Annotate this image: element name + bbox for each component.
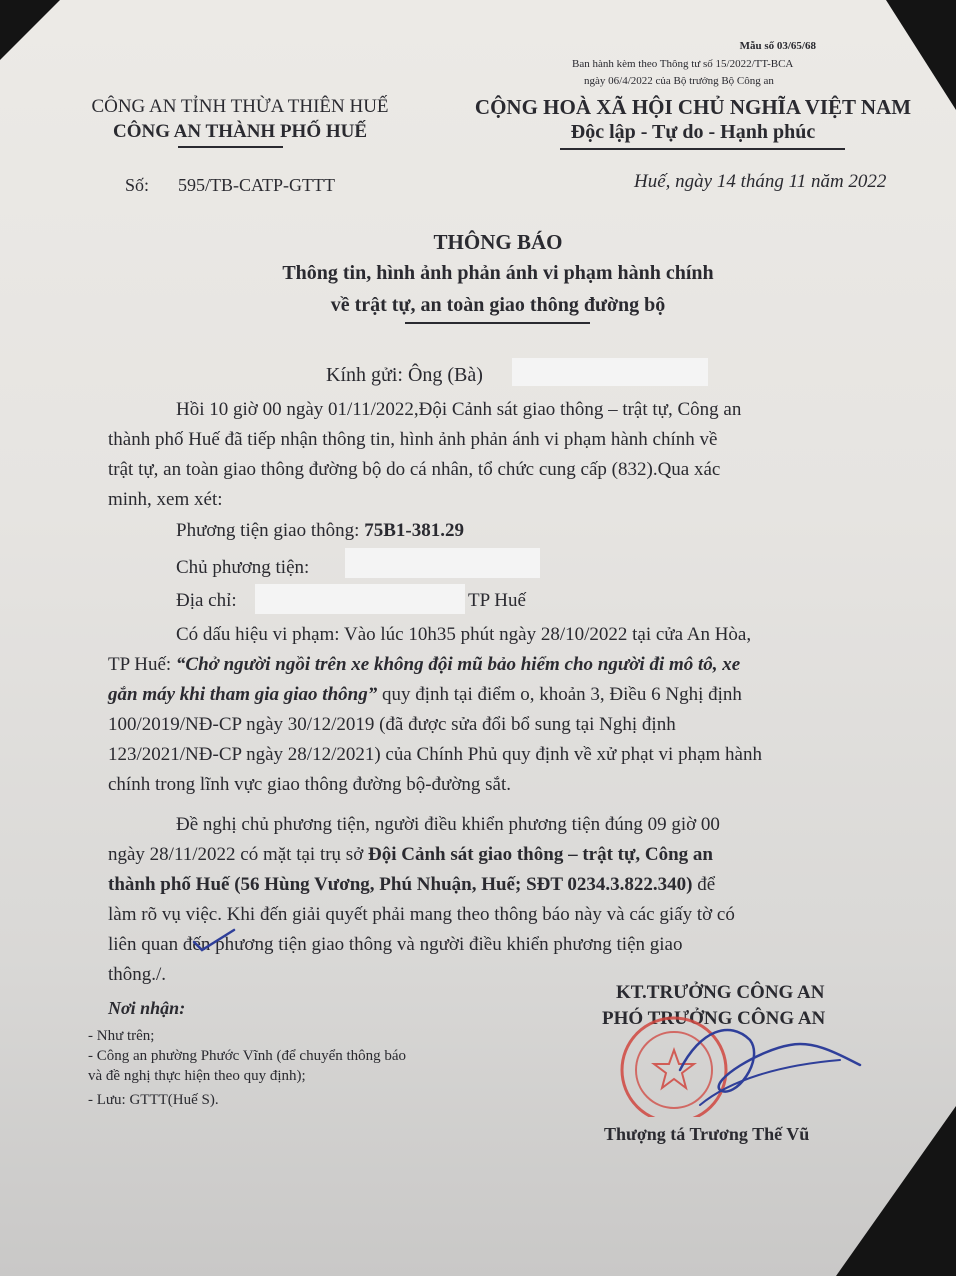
request-line bbox=[108, 874, 715, 896]
signature-title-2: PHÓ TRƯỞNG CÔNG AN bbox=[602, 1008, 826, 1029]
violation-line bbox=[108, 684, 742, 706]
motto-underline bbox=[560, 148, 845, 150]
background-corner bbox=[886, 0, 956, 110]
violation-line-rest: quy định tại điểm o, khoản 3, Điều 6 Nghị định bbox=[377, 684, 742, 705]
place-date: Huế, ngày 14 tháng 11 năm 2022 bbox=[634, 171, 887, 192]
request-line-prefix: ngày 28/11/2022 có mặt tại trụ sở bbox=[108, 844, 368, 865]
nation-motto: Độc lập - Tự do - Hạnh phúc bbox=[570, 121, 816, 143]
check-mark-icon bbox=[190, 928, 238, 954]
agency-underline bbox=[178, 146, 283, 148]
recipient-item: - Công an phường Phước Vĩnh (để chuyển thông báo bbox=[88, 1048, 407, 1064]
nation-title: CỘNG HOÀ XÃ HỘI CHỦ NGHĨA VIỆT NAM bbox=[474, 95, 912, 119]
document-subtitle-1: Thông tin, hình ảnh phản ánh vi phạm hành chính bbox=[282, 262, 714, 284]
violation-line: 123/2021/NĐ-CP ngày 28/12/2021) của Chính Phủ quy định về xử phạt vi phạm hành bbox=[108, 744, 762, 765]
request-line: Đề nghị chủ phương tiện, người điều khiển phương tiện đúng 09 giờ 00 bbox=[176, 814, 720, 835]
request-line: thông./. bbox=[108, 964, 167, 985]
document-subtitle-2: về trật tự, an toàn giao thông đường bộ bbox=[330, 294, 666, 316]
violation-line: Có dấu hiệu vi phạm: Vào lúc 10h35 phút ngày 28/10/2022 tại cửa An Hòa, bbox=[176, 624, 752, 645]
violation-quote: “Chở người ngồi trên xe không đội mũ bảo hiểm cho người đi mô tô, xe bbox=[175, 654, 741, 675]
greeting: Kính gửi: Ông (Bà) bbox=[326, 364, 483, 386]
recipient-item: - Lưu: GTTT(Huế S). bbox=[88, 1092, 219, 1108]
doc-number: 595/TB-CATP-GTTT bbox=[178, 175, 335, 195]
signature-title-1: KT.TRƯỞNG CÔNG AN bbox=[616, 982, 825, 1003]
form-number: Mẫu số 03/65/68 bbox=[739, 40, 816, 52]
violation-line bbox=[108, 654, 740, 676]
form-issued-with: Ban hành kèm theo Thông tư số 15/2022/TT-BCA bbox=[572, 58, 794, 70]
request-line: liên quan đến phương tiện giao thông và người điều khiển phương tiện giao bbox=[108, 934, 683, 955]
request-office: Đội Cảnh sát giao thông – trật tự, Công an bbox=[368, 844, 713, 865]
intro-line: trật tự, an toàn giao thông đường bộ do cá nhân, tổ chức cung cấp (832).Qua xác bbox=[108, 459, 721, 480]
intro-line: Hồi 10 giờ 00 ngày 01/11/2022,Đội Cảnh sát giao thông – trật tự, Công an bbox=[176, 399, 742, 420]
request-line bbox=[108, 844, 713, 866]
background-corner bbox=[0, 0, 60, 60]
form-issued-date: ngày 06/4/2022 của Bộ trưởng Bộ Công an bbox=[584, 75, 774, 87]
recipient-item: - Như trên; bbox=[88, 1028, 155, 1044]
violation-line: 100/2019/NĐ-CP ngày 30/12/2019 (đã được sửa đổi bổ sung tại Nghị định bbox=[108, 714, 676, 735]
owner-label: Chủ phương tiện: bbox=[176, 557, 310, 578]
intro-line: thành phố Huế đã tiếp nhận thông tin, hình ảnh phản ánh vi phạm hành chính về bbox=[108, 429, 718, 450]
signer-name: Thượng tá Trương Thế Vũ bbox=[604, 1124, 810, 1144]
address-label: Địa chỉ: bbox=[176, 590, 237, 611]
subtitle-underline bbox=[405, 322, 590, 324]
violation-line-prefix: TP Huế: bbox=[108, 654, 176, 675]
recipient-item: và đề nghị thực hiện theo quy định); bbox=[88, 1068, 306, 1084]
background-corner bbox=[836, 1106, 956, 1276]
agency-parent: CÔNG AN TỈNH THỪA THIÊN HUẾ bbox=[91, 96, 389, 117]
agency-name: CÔNG AN THÀNH PHỐ HUẾ bbox=[112, 121, 368, 142]
vehicle-label: Phương tiện giao thông: bbox=[176, 520, 365, 541]
redacted-address bbox=[255, 584, 465, 614]
recipients-title: Nơi nhận: bbox=[108, 998, 186, 1018]
document-title: THÔNG BÁO bbox=[433, 230, 563, 254]
redacted-recipient bbox=[512, 358, 708, 386]
vehicle-row bbox=[176, 520, 464, 542]
handwritten-signature-icon bbox=[640, 1010, 865, 1120]
vehicle-plate: 75B1-381.29 bbox=[364, 520, 464, 541]
request-line: làm rõ vụ việc. Khi đến giải quyết phải mang theo thông báo này và các giấy tờ có bbox=[108, 904, 735, 925]
doc-number-label: Số: bbox=[125, 175, 150, 195]
redacted-owner bbox=[345, 548, 540, 578]
violation-line: chính trong lĩnh vực giao thông đường bộ-đường sắt. bbox=[108, 774, 511, 795]
violation-quote: gắn máy khi tham gia giao thông” bbox=[108, 684, 378, 705]
address-suffix: TP Huế bbox=[468, 590, 526, 611]
request-office-address: thành phố Huế (56 Hùng Vương, Phú Nhuận, Huế; SĐT 0234.3.822.340) bbox=[108, 874, 693, 895]
intro-line: minh, xem xét: bbox=[108, 489, 223, 510]
request-line-rest: để bbox=[692, 874, 716, 895]
